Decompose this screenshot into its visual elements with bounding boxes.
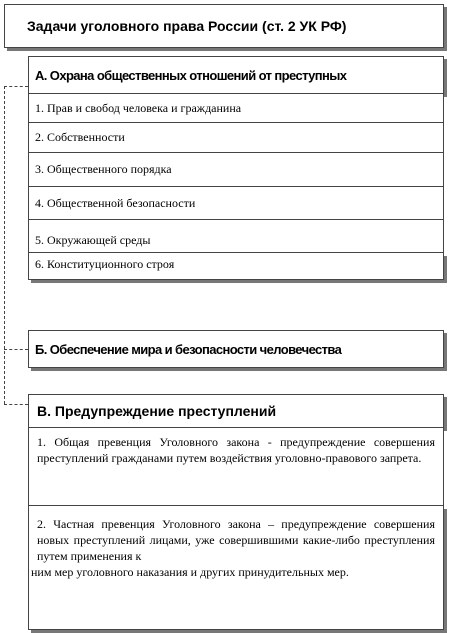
connector-to-c xyxy=(4,404,28,405)
section-a-header xyxy=(28,56,444,94)
section-b-title: Б. Обеспечение мира и безопасности человечества xyxy=(35,341,342,357)
section-c-item-1-text: 1. Общая превенция Уголовного закона - предупреждение совершения преступлений гражданами путем воздействия уголовно-правового запрета. xyxy=(37,435,435,465)
section-a-item-text: 3. Общественного порядка xyxy=(35,162,172,176)
section-a-title: А. Охрана общественных отношений от преступных xyxy=(35,67,347,83)
section-a-item-text: 5. Окружающей среды xyxy=(35,233,151,247)
connector-to-b xyxy=(4,349,28,350)
section-c-item-2-text-cont: ним мер уголовного наказания и других принудительных мер. xyxy=(31,565,349,579)
section-a-item-text: 4. Общественной безопасности xyxy=(35,195,196,210)
section-a-item xyxy=(28,187,444,220)
section-c-header xyxy=(28,394,444,428)
section-a-item-text: 2. Собственности xyxy=(35,130,125,144)
diagram-title-box xyxy=(4,4,444,48)
connector-to-a xyxy=(4,86,28,87)
section-a-item-text: 6. Конституционного строя xyxy=(35,257,175,271)
diagram-title: Задачи уголовного права России (ст. 2 УК РФ) xyxy=(27,18,347,34)
section-c-item-1 xyxy=(28,428,444,506)
section-a-item xyxy=(28,153,444,187)
section-c-item-2 xyxy=(28,506,444,630)
section-a-item xyxy=(28,94,444,123)
section-c-title: В. Предупреждение преступлений xyxy=(37,403,277,419)
section-a-item xyxy=(28,253,444,280)
section-b-header xyxy=(28,330,444,368)
section-a-item-text: 1. Прав и свобод человека и гражданина xyxy=(35,100,242,115)
section-a-item xyxy=(28,220,444,253)
connector-vertical xyxy=(4,86,5,404)
section-c-item-2-text: 2. Частная превенция Уголовного закона – предупреждение совершения новых преступлений лицами, уже совершившими какие-либо преступления путем применения к xyxy=(37,517,435,563)
section-a-item xyxy=(28,123,444,153)
